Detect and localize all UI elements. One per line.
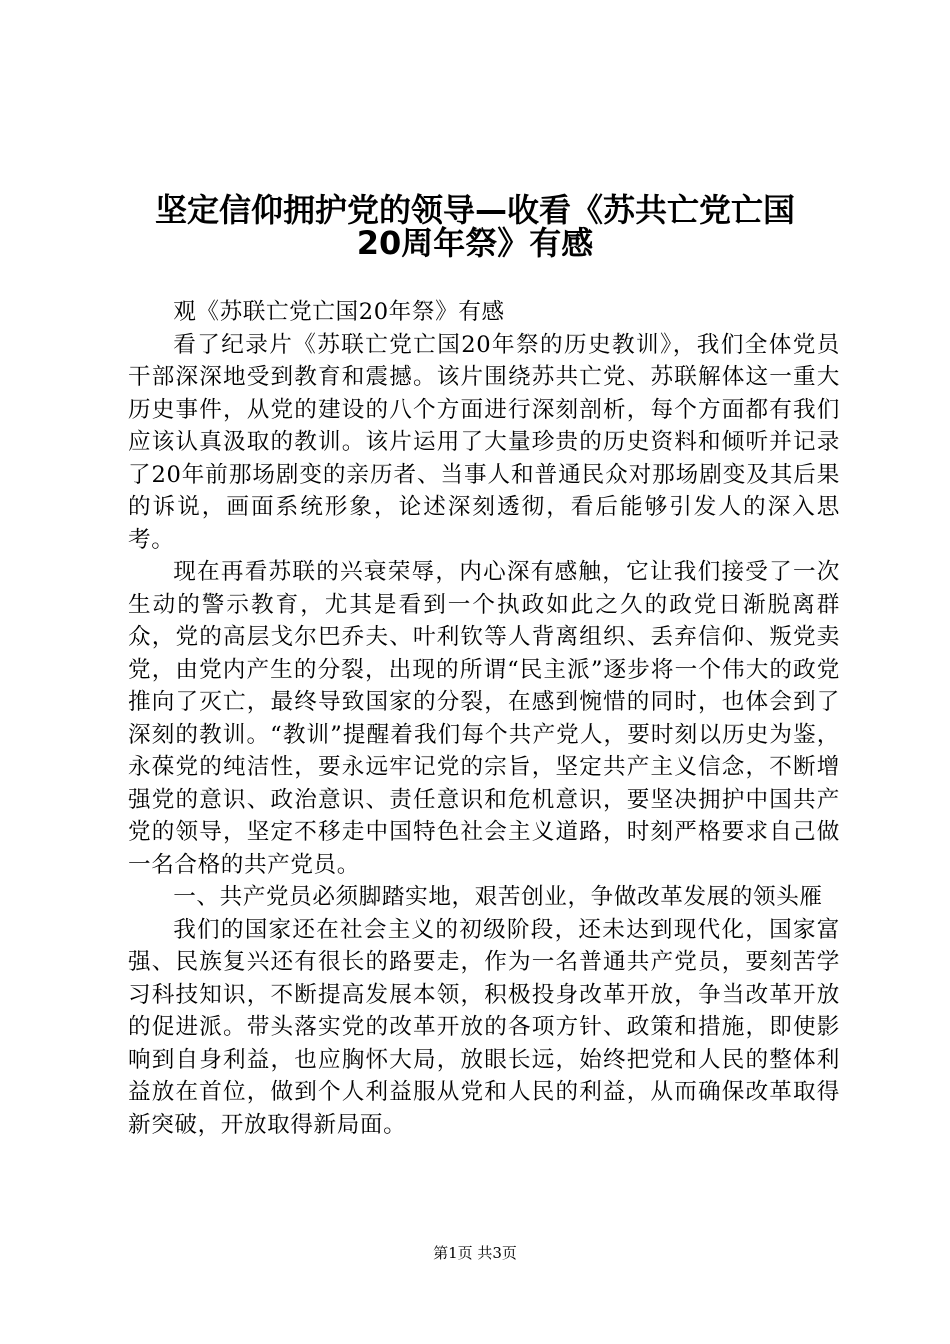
paragraph-subtitle: 观《苏联亡党亡国20年祭》有感 (173, 299, 505, 325)
section-heading-1: 一、共产党员必须脚踏实地，艰苦创业，争做改革发展的领头雁 (173, 884, 823, 910)
paragraph-1: 看了纪录片《苏联亡党亡国20年祭的历史教训》，我们全体党员干部深深地受到教育和震撼。该片围绕苏共亡党、苏联解体这一重大历史事件，从党的建设的八个方面进行深刻剖析，每个方面都有我们应该认真汲取的教训。该片运用了大量珍贵的历史资料和倾听并记录了20年前那场剧变的亲历者、当事人和普通民众对那场剧变及其后果的诉说，画面系统形象，论述深刻透彻，看后能够引发人的深入思考。 (128, 331, 840, 553)
document-title-line-1: 坚定信仰拥护党的领导—收看《苏共亡党亡国 (154, 191, 795, 229)
document-body (128, 296, 840, 1141)
paragraph-2: 现在再看苏联的兴衰荣辱，内心深有感触，它让我们接受了一次生动的警示教育，尤其是看到一个执政如此之久的政党日渐脱离群众，党的高层戈尔巴乔夫、叶利钦等人背离组织、丢弃信仰、叛党卖党，由党内产生的分裂，出现的所谓“民主派”逐步将一个伟大的政党推向了灭亡，最终导致国家的分裂，在感到惋惜的同时，也体会到了深刻的教训。“教训”提醒着我们每个共产党人，要时刻以历史为鉴，永葆党的纯洁性，要永远牢记党的宗旨，坚定共产主义信念，不断增强党的意识、政治意识、责任意识和危机意识，要坚决拥护中国共产党的领导，坚定不移走中国特色社会主义道路，时刻严格要求自己做一名合格的共产党员。 (128, 559, 840, 878)
paragraph-3: 我们的国家还在社会主义的初级阶段，还未达到现代化，国家富强、民族复兴还有很长的路要走，作为一名普通共产党员，要刻苦学习科技知识，不断提高发展本领，积极投身改革开放，争当改革开放的促进派。带头落实党的改革开放的各项方针、政策和措施，即使影响到自身利益，也应胸怀大局，放眼长远，始终把党和人民的整体利益放在首位，做到个人利益服从党和人民的利益，从而确保改革取得新突破，开放取得新局面。 (128, 916, 840, 1138)
document-title-line-2: 20周年祭》有感 (356, 224, 594, 262)
page-footer: 第1页 共3页 (433, 1244, 517, 1262)
